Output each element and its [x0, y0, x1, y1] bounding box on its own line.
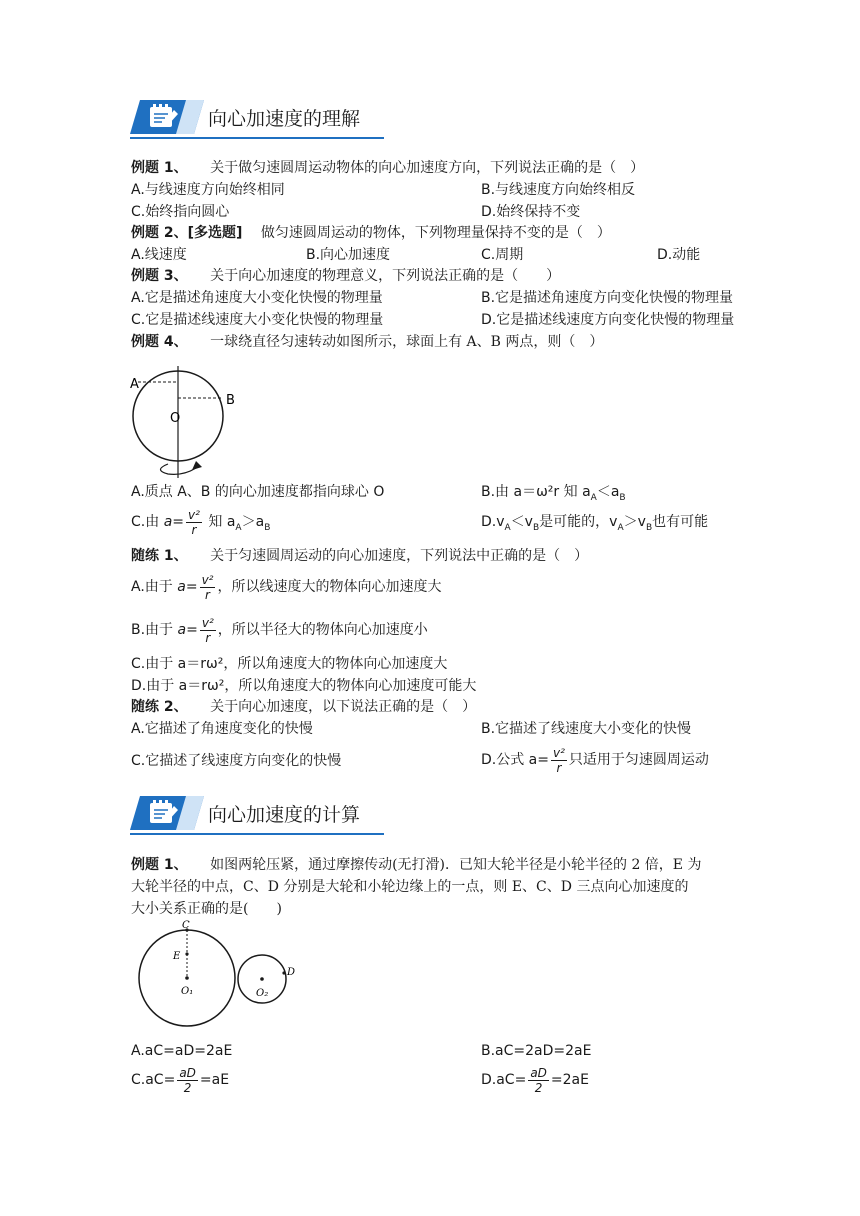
banner-underline — [130, 137, 384, 139]
notepad-pencil-icon — [130, 796, 204, 830]
fraction: $\frac{aD}{2}$ — [179, 1065, 196, 1095]
option-d[interactable]: D.aC= $\frac{aD}{2}$ =2aE — [481, 1065, 589, 1095]
question-text-line2: 大轮半径的中点，C、D 分别是大轮和小轮边缘上的一点，则 E、C、D 三点向心加速度的 — [131, 879, 689, 895]
label-c: C — [182, 920, 190, 931]
section-title: 向心加速度的计算 — [208, 804, 361, 826]
option-d[interactable]: $D.v_A<v_B$是可能的，$v_A>v_B$也有可能 — [481, 514, 709, 533]
center-o2 — [260, 977, 264, 981]
rotating-sphere-figure — [128, 364, 248, 484]
question-label: 例题 2、[多选题] — [131, 225, 243, 241]
option-a[interactable]: A.aC=aD=2aE — [131, 1043, 233, 1059]
question-text: 关于向心加速度的物理意义，下列说法正确的是（ ） — [210, 268, 561, 284]
option-a[interactable]: A.质点 A、B 的向心加速度都指向球心 O — [131, 484, 385, 500]
question-label: 例题 1、 — [131, 160, 188, 176]
option-b[interactable]: B.它是描述角速度方向变化快慢的物理量 — [481, 290, 734, 306]
option-b[interactable]: B.与线速度方向始终相反 — [481, 182, 636, 198]
option-d[interactable]: D.始终保持不变 — [481, 204, 581, 220]
question-text: 做匀速圆周运动的物体，下列物理量保持不变的是（ ） — [260, 225, 611, 241]
option-c[interactable]: C.它是描述线速度大小变化快慢的物理量 — [131, 312, 384, 328]
question-text-line1: 如图两轮压紧，通过摩擦传动(无打滑)．已知大轮半径是小轮半径的 2 倍，E 为 — [210, 857, 702, 873]
section-banner-1 — [130, 100, 384, 140]
fraction: $\frac{\text{v²}}{r}$ — [553, 745, 565, 775]
option-a[interactable]: A.与线速度方向始终相同 — [131, 182, 285, 198]
option-a[interactable]: A.线速度 — [131, 247, 187, 263]
fraction: $\frac{\text{v²}}{r}$ — [201, 615, 214, 645]
center-o1 — [185, 976, 189, 980]
option-c[interactable]: C.周期 — [481, 247, 524, 263]
question-text: 一球绕直径匀速转动如图所示，球面上有 A、B 两点，则（ ） — [210, 334, 604, 350]
question-text: 关于做匀速圆周运动物体的向心加速度方向，下列说法正确的是（ ） — [210, 160, 645, 176]
option-a[interactable]: A.由于 a= $\frac{\text{v²}}{r}$ ，所以线速度大的物体向心加速度大 — [131, 572, 442, 602]
question-1 — [131, 158, 644, 178]
rotation-arrowhead — [192, 461, 202, 470]
point-d — [282, 971, 285, 974]
question-label: 例题 1、 — [131, 857, 188, 873]
fraction: $\frac{\text{v²}}{r}$ — [201, 572, 214, 602]
option-c[interactable]: C.由于 a＝rω²，所以角速度大的物体向心加速度大 — [131, 656, 448, 672]
question-text: 关于向心加速度，以下说法正确的是（ ） — [210, 699, 477, 715]
question-label: 例题 4、 — [131, 334, 188, 350]
label-a: A — [130, 377, 139, 392]
label-o: O — [170, 411, 181, 426]
option-b[interactable]: B.它描述了线速度大小变化的快慢 — [481, 721, 692, 737]
calc-question-1 — [131, 855, 701, 875]
option-c[interactable]: C.始终指向圆心 — [131, 204, 230, 220]
question-label: 随练 1、 — [131, 548, 188, 564]
option-c[interactable]: C.它描述了线速度方向变化的快慢 — [131, 753, 342, 769]
label-o2: O₂ — [256, 988, 269, 999]
question-2 — [131, 223, 611, 243]
point-e — [185, 952, 188, 955]
label-e: E — [173, 951, 181, 962]
practice-1 — [131, 546, 588, 566]
label-b: B — [226, 393, 235, 408]
notepad-pencil-icon — [130, 100, 204, 134]
section-title: 向心加速度的理解 — [208, 108, 361, 130]
question-text-line3: 大小关系正确的是( ) — [131, 901, 282, 917]
question-label: 随练 2、 — [131, 699, 188, 715]
option-c[interactable]: C.aC= $\frac{aD}{2}$ =aE — [131, 1065, 230, 1095]
fraction: $\frac{\text{v²}}{r}$ — [188, 507, 200, 537]
option-d[interactable]: D.它是描述线速度方向变化快慢的物理量 — [481, 312, 735, 328]
label-d: D — [287, 967, 296, 978]
label-o1: O₁ — [181, 986, 194, 997]
question-text: 关于匀速圆周运动的向心加速度，下列说法中正确的是（ ） — [210, 548, 589, 564]
option-d[interactable]: D.公式 a= $\frac{\text{v²}}{r}$ 只适用于匀速圆周运动 — [481, 745, 709, 775]
question-4 — [131, 332, 603, 352]
option-d[interactable]: D.动能 — [657, 247, 701, 263]
option-b[interactable]: B.向心加速度 — [306, 247, 391, 263]
friction-wheels-figure — [134, 918, 304, 1034]
banner-underline — [130, 833, 384, 835]
option-b[interactable]: B.由于 a= $\frac{\text{v²}}{r}$ ，所以半径大的物体向心加速度小 — [131, 615, 428, 645]
option-a[interactable]: A.它是描述角速度大小变化快慢的物理量 — [131, 290, 383, 306]
option-c[interactable]: C.由 a= $\frac{\text{v²}}{r}$ 知 $a_A>a_B$ — [131, 507, 271, 537]
question-label: 例题 3、 — [131, 268, 188, 284]
option-b[interactable]: B.aC=2aD=2aE — [481, 1043, 592, 1059]
option-d[interactable]: D.由于 a＝rω²，所以角速度大的物体向心加速度可能大 — [131, 678, 477, 694]
section-banner-2 — [130, 796, 384, 836]
option-b[interactable]: B.由 a＝ω²r 知 $a_A<a_B$ — [481, 484, 626, 503]
question-3 — [131, 266, 560, 286]
practice-2 — [131, 697, 476, 717]
option-a[interactable]: A.它描述了角速度变化的快慢 — [131, 721, 313, 737]
fraction: $\frac{aD}{2}$ — [530, 1065, 547, 1095]
